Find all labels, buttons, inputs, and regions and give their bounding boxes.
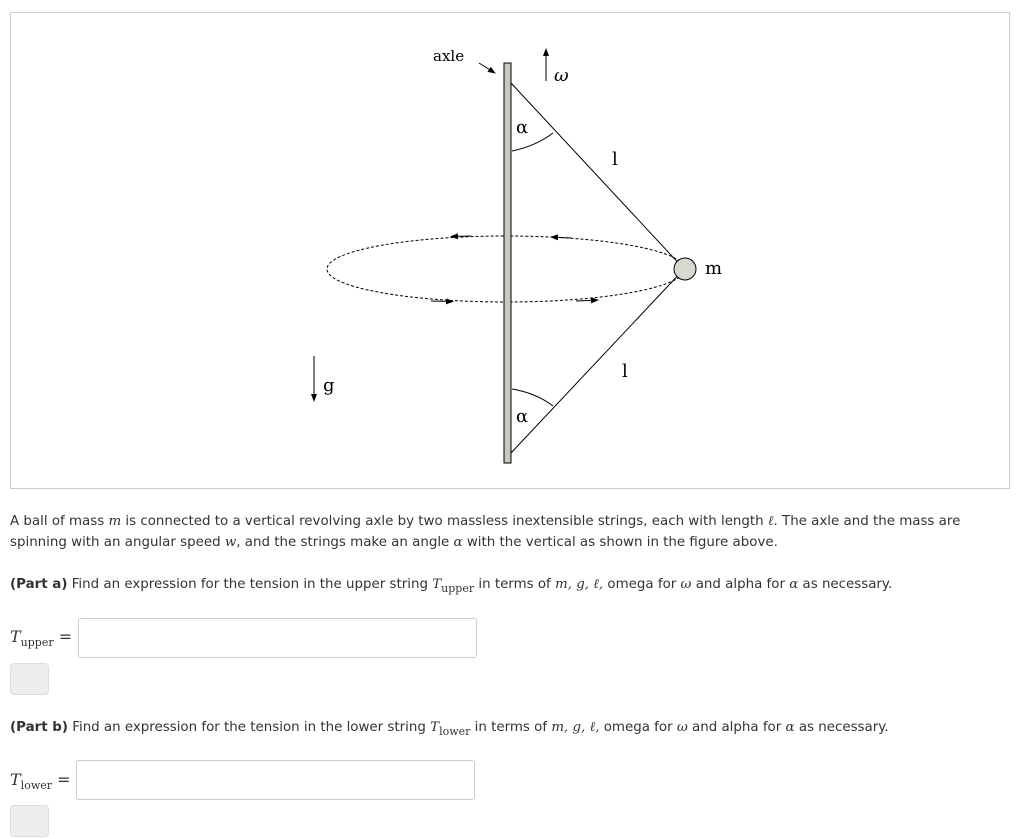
part-a-submit-button[interactable] [10,663,49,695]
upper-length-label: l [612,149,618,170]
upper-alpha-label: α [516,117,529,138]
part-b-question: (Part b) Find an expression for the tension in the lower string $T_{lower}$ in terms of m, g, ℓ, omega for ω and alpha for α as necessary. [10,720,889,738]
mass-label: m [705,258,723,279]
problem-statement: A ball of mass m is connected to a vertical revolving axle by two massless inextensible strings, each with length ℓ. The axle and the mass are spinning with an angular speed w, and the strings make an angle α with the vertical as shown in the figure above. [10,514,961,550]
axle-diagram [1,1,1024,501]
gravity-label: g [323,375,335,396]
lower-string [511,269,684,453]
part-a-question: (Part a) Find an expression for the tension in the upper string $T_{upper}$ in terms of m, g, ℓ, omega for ω and alpha for α as necessary. [10,577,893,595]
omega-label: ω [554,65,569,86]
t-upper-label: $T_{upper}$ = [10,627,73,649]
ball [674,258,696,280]
problem-figure [10,12,1010,489]
axle-label: axle [433,47,465,65]
axle [504,63,511,463]
orbit-arrow [551,237,571,238]
orbit-arrow [451,236,471,237]
t-lower-input[interactable] [76,760,475,800]
axle-pointer-arrow [479,63,495,73]
orbit-arrow [431,301,453,302]
orbit-arrow [576,300,598,301]
lower-angle-arc [512,389,553,406]
part-b-submit-button[interactable] [10,805,49,837]
t-lower-label: $T_{lower}$ = [10,770,71,792]
lower-length-label: l [622,361,628,382]
t-upper-input[interactable] [78,618,477,658]
lower-alpha-label: α [516,406,529,427]
